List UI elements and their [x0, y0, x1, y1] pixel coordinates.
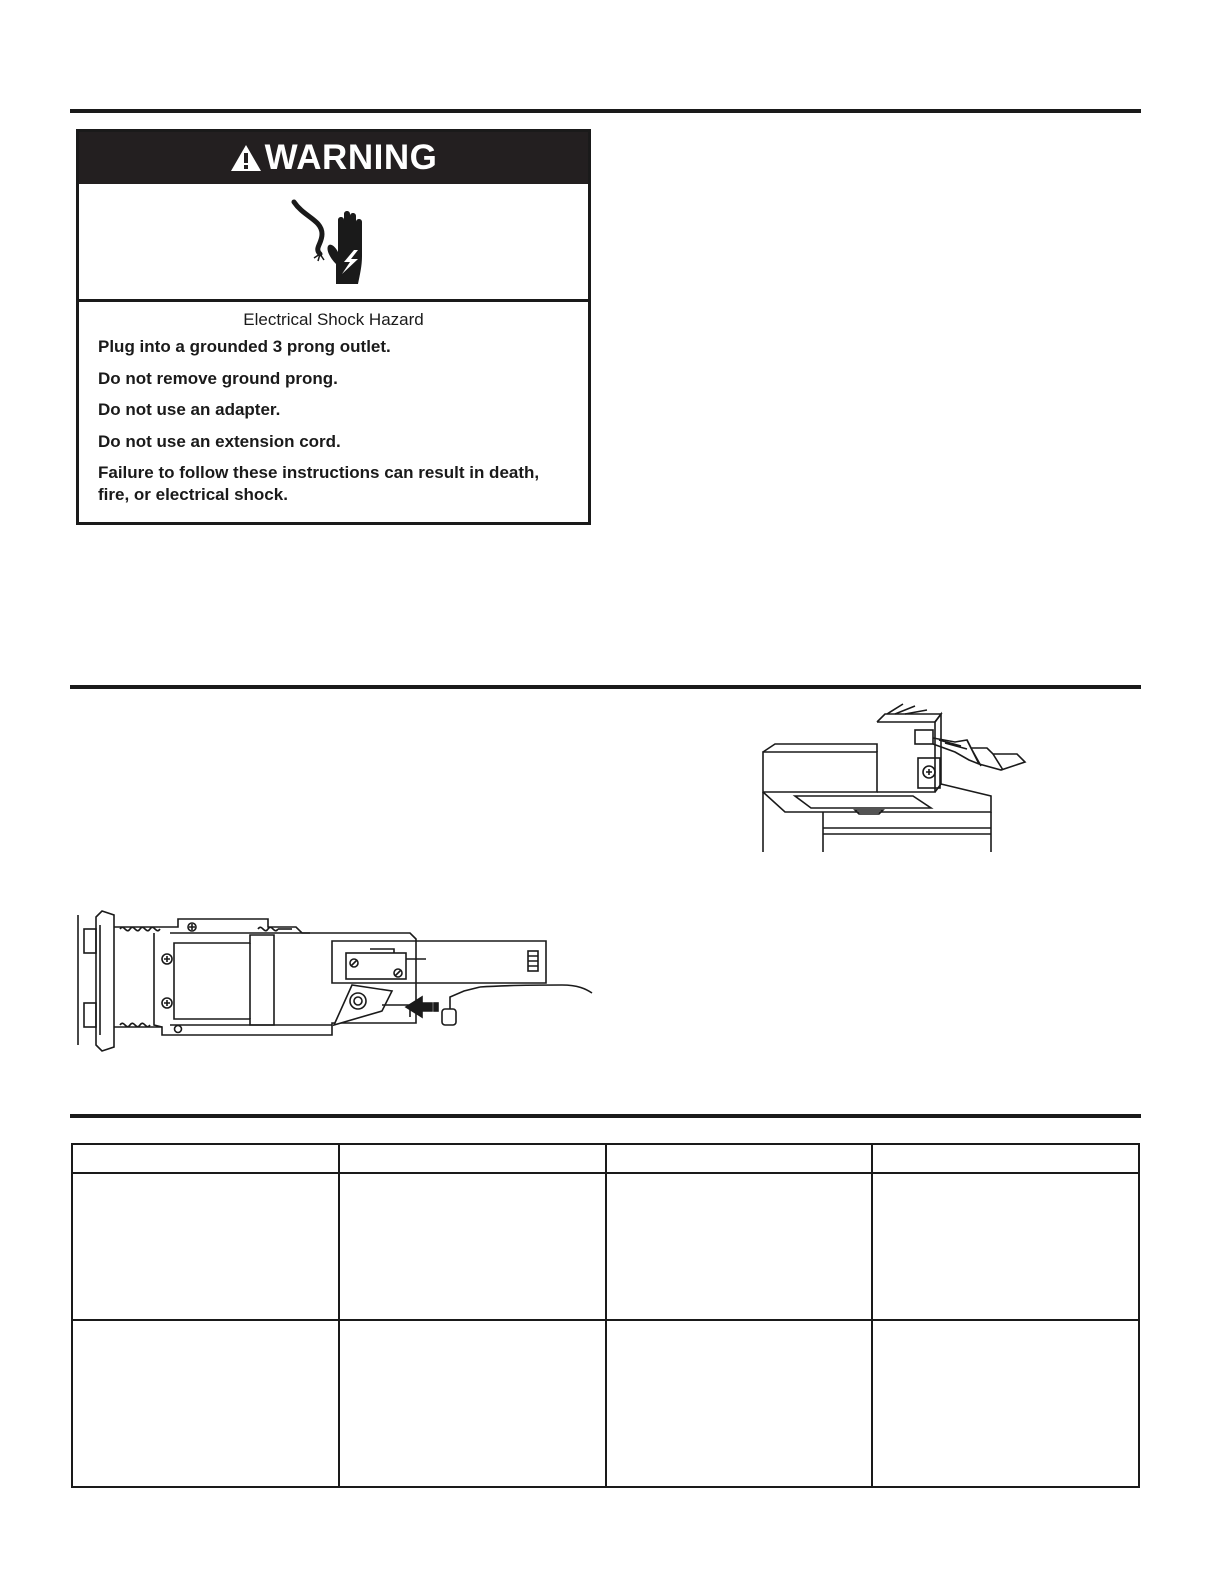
hazard-title: Electrical Shock Hazard [243, 310, 424, 329]
coin-box-mechanism-illustration [70, 905, 600, 1055]
warning-line: Do not remove ground prong. [98, 368, 338, 388]
table-cell [339, 1173, 606, 1320]
washer-power-cord-illustration [755, 700, 1055, 860]
table-header-row [72, 1144, 1139, 1173]
table-header-cell [72, 1144, 339, 1173]
warning-line: Do not use an extension cord. [98, 431, 341, 451]
section-rule-top [70, 109, 1141, 113]
warning-header [79, 132, 588, 184]
table-cell [872, 1173, 1139, 1320]
table-cell [72, 1320, 339, 1487]
table-header-cell [872, 1144, 1139, 1173]
warning-instructions [79, 336, 588, 506]
table-cell [72, 1173, 339, 1320]
warning-title: WARNING [264, 138, 438, 177]
warning-triangle-icon [230, 143, 262, 173]
table-cell [872, 1320, 1139, 1487]
warning-line: Plug into a grounded 3 prong outlet. [98, 337, 391, 356]
table-header-cell [339, 1144, 606, 1173]
table-cell [606, 1173, 873, 1320]
table-header-cell [606, 1144, 873, 1173]
warning-icon-row [79, 184, 588, 302]
electrical-shock-hand-icon [284, 192, 384, 292]
warning-line: Failure to follow these instructions can result in death, fire, or electrical shock. [98, 463, 540, 504]
section-rule-middle [70, 685, 1141, 689]
table-row [72, 1173, 1139, 1320]
table-cell [339, 1320, 606, 1487]
warning-box [76, 129, 591, 525]
specifications-table [71, 1143, 1140, 1488]
section-rule-bottom [70, 1114, 1141, 1118]
table-cell [606, 1320, 873, 1487]
table-row [72, 1320, 1139, 1487]
warning-line: Do not use an adapter. [98, 400, 281, 419]
